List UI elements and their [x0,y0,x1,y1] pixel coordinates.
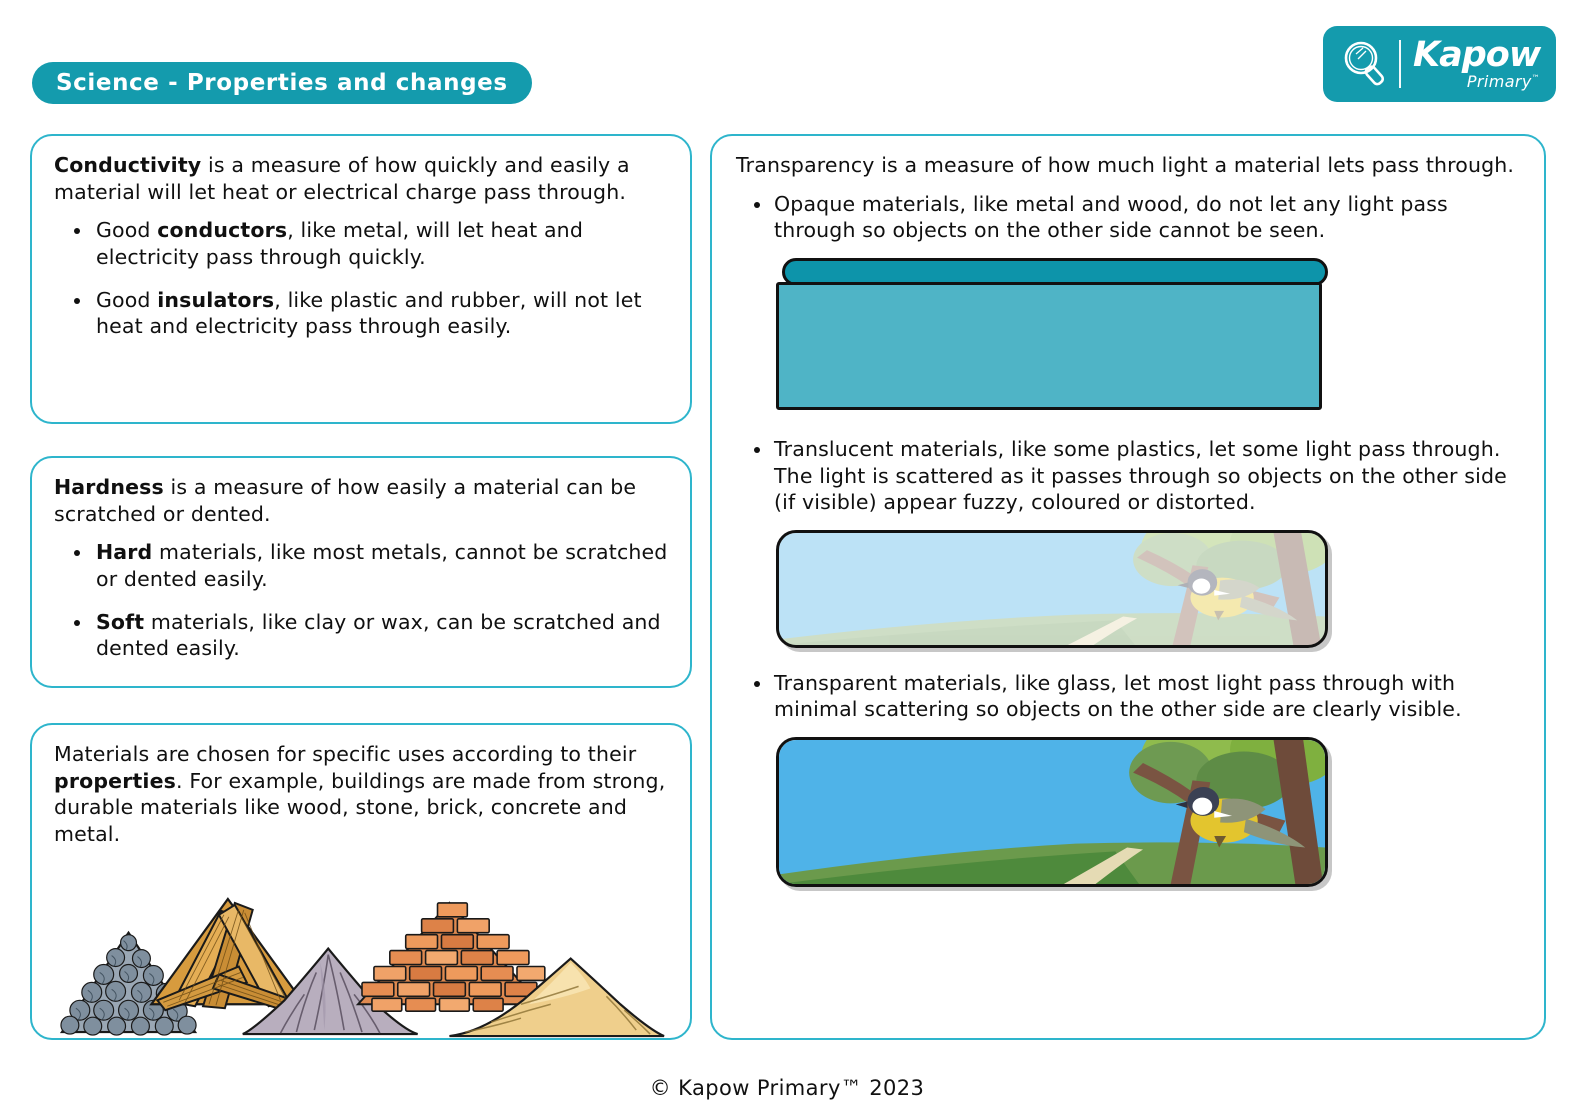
bullet-content [96,218,583,269]
list-item [54,287,670,340]
bullet-bold: conductors [157,218,288,243]
hardness-lead [54,474,670,527]
bird-landscape-scene-clear [779,740,1325,884]
bird-landscape-scene-faded [779,533,1325,645]
hardness-bullets [54,539,670,662]
card-materials-body [32,725,690,1054]
magnifying-glass-icon [1337,35,1395,93]
conductivity-bullets [54,217,670,340]
translucent-text: Translucent materials, like some plastics, let some light pass through. The light is scattered as it passes through so objects on the other side (if visible) appear fuzzy, coloured or distorted. [774,436,1507,515]
materials-text [54,741,670,848]
page-title: Science - Properties and changes [32,62,532,104]
bullet-bold: Hard [96,540,153,565]
materials-text-b: . For example, buildings are made from strong, durable materials like wood, stone, brick, concrete and metal. [54,768,666,846]
materials-term: properties [54,768,176,793]
bullet-post: , like metal, will let heat and electricity pass through quickly. [96,218,583,269]
card-transparency-body [712,136,1544,919]
logo-brand: Kapow [1413,35,1541,75]
list-item-transparent [736,670,1522,723]
logo-sub: Primary™ [1466,72,1541,91]
opaque-text: Opaque materials, like metal and wood, do not let any light pass through so objects on the other side cannot be seen. [774,191,1448,243]
logo-divider [1399,40,1401,88]
transparency-lead: Transparency is a measure of how much light a material lets pass through. [736,153,1515,177]
bullet-content [96,610,661,661]
materials-text-a: Materials are chosen for specific uses according to their [54,742,637,766]
conductivity-lead [54,152,670,205]
card-materials [30,723,692,1040]
translucent-material-image [776,530,1328,648]
wood-pile [151,899,304,1012]
bullet-content [96,540,667,591]
bullet-pre: Good [96,218,158,243]
building-materials-illustration [54,854,670,1044]
bullet-content [96,288,642,339]
bullet-bold: insulators [157,287,275,312]
copyright-footer: © Kapow Primary™ 2023 [649,1076,925,1100]
card-hardness-body [32,458,690,676]
translucent-material-image-wrap [776,530,1522,648]
transparent-text: Transparent materials, like glass, let most light pass through with minimal scattering so objects on the other side are clearly visible. [774,670,1462,722]
transparency-bullets [736,191,1522,887]
conductivity-term: Conductivity [54,153,202,177]
list-item-translucent [736,436,1522,516]
transparent-material-image [776,737,1328,887]
bullet-post: , like plastic and rubber, will not let heat and electricity pass through easily. [96,287,642,339]
opaque-material-image [776,258,1328,410]
bullet-post: materials, like clay or wax, can be scratched and dented easily. [96,609,661,661]
brick-pile [358,902,545,1010]
card-hardness [30,456,692,688]
hardness-lead-rest: is a measure of how easily a material can be scratched or dented. [54,475,637,526]
list-item [54,609,670,662]
transparent-material-image-wrap [776,737,1522,887]
logo-wordmark [1413,35,1541,91]
bullet-post: materials, like most metals, cannot be scratched or dented easily. [96,540,668,591]
list-item-opaque [736,191,1522,244]
bullet-bold: Soft [96,609,145,634]
hardness-term: Hardness [54,475,164,499]
bullet-pre: Good [96,287,158,312]
kapow-primary-logo [1323,26,1556,102]
list-item [54,539,670,592]
list-item [54,217,670,270]
card-conductivity [30,134,692,424]
conductivity-lead-rest: is a measure of how quickly and easily a material will let heat or electrical charge pass through. [54,153,630,204]
opaque-slab-face [776,282,1322,410]
card-conductivity-body [32,136,690,354]
card-transparency [710,134,1546,1040]
